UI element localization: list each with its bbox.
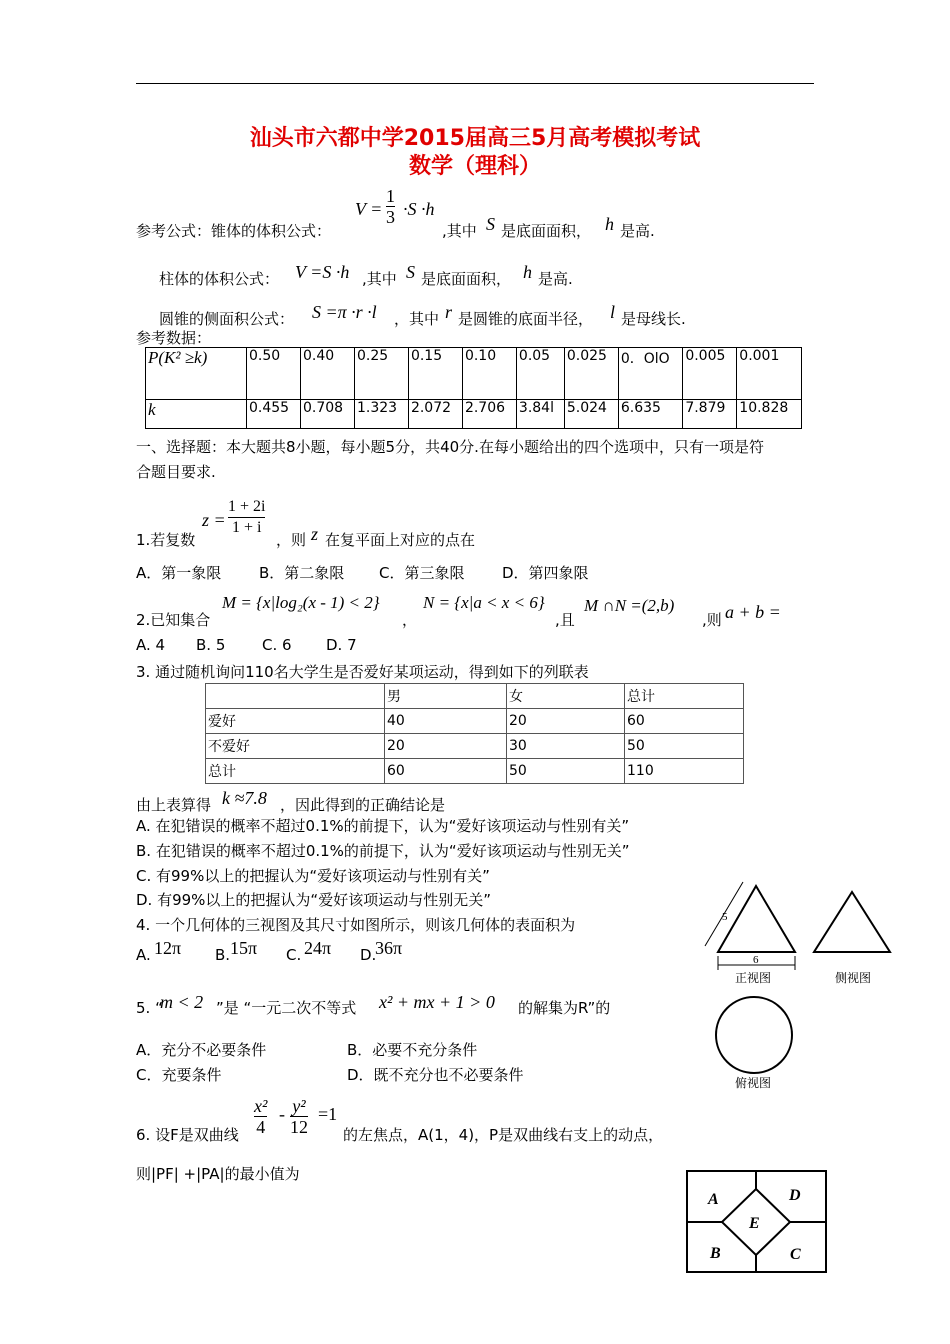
table-cell: 20: [385, 734, 507, 759]
table-cell: 0.455: [247, 400, 301, 429]
contingency-table: [205, 683, 744, 784]
q1-option-d: D．第四象限: [502, 564, 589, 582]
q1-z: z: [311, 524, 319, 544]
table-row: [206, 759, 744, 784]
q2-option-c: C. 6: [262, 636, 292, 654]
front-view-triangle: [718, 886, 795, 952]
q2-prefix: 2.已知集合: [136, 611, 211, 629]
top-view-circle: [716, 997, 792, 1073]
cone-side-note-l: l: [610, 302, 616, 322]
q2-intersection: M ∩N =(2,b): [584, 596, 675, 615]
q3-stem: 3. 通过随机询问110名大学生是否爱好某项运动，得到如下的列联表: [136, 663, 589, 681]
q1-suffix-b: 在复平面上对应的点在: [325, 531, 476, 549]
table-cell: 6.635: [618, 400, 682, 429]
ref-data-label: 参考数据：: [136, 329, 212, 347]
q3-option-c: C. 有99%以上的把握认为“爱好该项运动与性别有关”: [136, 867, 490, 885]
q3-calc-b: ，因此得到的正确结论是: [280, 796, 446, 814]
q2-option-b: B. 5: [196, 636, 226, 654]
table-cell: 7.879: [683, 400, 737, 429]
page-subtitle: 数学（理科）: [408, 154, 541, 179]
region-figure: [686, 1170, 830, 1275]
formula-ref-label: 参考公式：锥体的体积公式：: [136, 222, 332, 240]
q6-prefix: 6. 设F是双曲线: [136, 1126, 239, 1144]
q1-option-c: C．第三象限: [379, 564, 465, 582]
cone-side-note-b: 是圆锥的底面半径，: [458, 310, 594, 328]
q4-option-a-value: 12π: [154, 938, 182, 958]
cylinder-note-h: h: [523, 262, 532, 282]
cone-note-b: 是底面面积，: [501, 222, 592, 240]
q2-option-d: D. 7: [326, 636, 357, 654]
critical-value-table: [145, 347, 802, 429]
table-cell: 0.001: [737, 348, 802, 400]
q4-option-b-letter: B.: [215, 946, 231, 964]
q5-option-d: D．既不充分也不必要条件: [347, 1066, 524, 1084]
cone-note-h: h: [605, 214, 614, 234]
table-cell: 0.025: [564, 348, 618, 400]
dim-side-label: 5: [722, 911, 728, 923]
fraction-denominator: 3: [386, 207, 395, 227]
table-cell: 0.15: [408, 348, 462, 400]
region-label-c: C: [790, 1246, 801, 1263]
cylinder-formula: V =S ·h: [295, 262, 350, 282]
q2-option-a: A. 4: [136, 636, 166, 654]
q3-calc-k: k ≈7.8: [222, 788, 267, 808]
region-label-a: A: [708, 1191, 719, 1208]
fraction-numerator: 1 + 2i: [228, 497, 265, 518]
cone-note-a: ,其中: [442, 222, 477, 240]
three-views-figure: [690, 880, 910, 1095]
table-header: 女: [507, 684, 625, 709]
q6-suffix: 的左焦点，A(1，4)，P是双曲线右支上的动点，: [343, 1126, 664, 1144]
table-cell: 0.25: [354, 348, 408, 400]
cylinder-note-b: 是底面面积，: [421, 270, 512, 288]
q2-set-M: M = {x|log₂(x - 1) < 2}: [222, 593, 380, 612]
table-cell: 0.10: [462, 348, 516, 400]
q5-suffix: 的解集为R”的: [518, 999, 611, 1017]
fraction-numerator: y²: [290, 1096, 308, 1117]
q4-option-b-value: 15π: [230, 938, 258, 958]
cylinder-note-S: S: [406, 262, 415, 282]
page-title: 汕头市六都中学2015届高三5月高考模拟考试: [249, 126, 701, 151]
q5-option-c: C．充要条件: [136, 1066, 222, 1084]
table-header: [206, 684, 385, 709]
dim-base-label: 6: [753, 954, 759, 966]
q3-option-b: B. 在犯错误的概率不超过0.1%的前提下，认为“爱好该项运动与性别无关”: [136, 842, 630, 860]
q2-set-N: N = {x|a < x < 6}: [423, 593, 545, 612]
fraction-numerator: x²: [254, 1096, 268, 1116]
table-cell: 0.005: [683, 348, 737, 400]
section-heading: 一、选择题：本大题共8小题，每小题5分，共40分.在每小题给出的四个选项中，只有一项是符: [136, 438, 764, 456]
front-view-label: 正视图: [735, 971, 772, 985]
region-label-b: B: [710, 1245, 721, 1262]
table-cell: 20: [507, 709, 625, 734]
cone-side-formula: S =π ·r ·l: [312, 302, 377, 322]
q1-prefix: 1.若复数: [136, 531, 196, 549]
table-cell: 50: [507, 759, 625, 784]
table-cell: 5.024: [564, 400, 618, 429]
table-cell: 总计: [206, 759, 385, 784]
region-label-e: E: [749, 1215, 760, 1232]
q5-inequality: x² + mx + 1 > 0: [379, 992, 495, 1012]
cone-volume-fraction: [386, 186, 395, 227]
cylinder-note-a: ,其中: [362, 270, 397, 288]
q2-comma: ，: [402, 611, 418, 629]
q5-condition: m < 2: [160, 992, 204, 1012]
cone-note-c: 是高.: [620, 222, 655, 240]
q2-sum: a + b =: [725, 602, 781, 622]
q4-option-a-letter: A.: [136, 946, 151, 964]
top-view-label: 俯视图: [735, 1076, 772, 1090]
cone-side-note-c: 是母线长.: [621, 310, 686, 328]
q1-z-eq: z =: [202, 510, 226, 530]
q4-option-d-letter: D.: [360, 946, 377, 964]
q5-option-a: A．充分不必要条件: [136, 1041, 267, 1059]
table-cell: 3.84l: [516, 400, 564, 429]
table-row: [206, 734, 744, 759]
fraction-denominator: 1 + i: [232, 519, 262, 536]
side-view-label: 侧视图: [835, 971, 872, 985]
q4-stem: 4. 一个几何体的三视图及其尺寸如图所示，则该几何体的表面积为: [136, 916, 576, 934]
table-cell: 40: [385, 709, 507, 734]
q6-equals: =1: [318, 1104, 338, 1124]
fraction-numerator: 1: [386, 186, 395, 206]
table-cell: 2.706: [462, 400, 516, 429]
q6-y-fraction: [290, 1096, 308, 1137]
section-heading-cont: 合题目要求.: [136, 463, 216, 481]
table-row-head: P(K² ≥k): [146, 348, 247, 400]
cylinder-label: 柱体的体积公式：: [159, 270, 280, 288]
table-cell: 0．OlO: [618, 348, 682, 400]
q1-option-b: B．第二象限: [259, 564, 345, 582]
q1-option-a: A．第一象限: [136, 564, 222, 582]
q6-line2: 则|PF| +|PA|的最小值为: [136, 1165, 300, 1183]
table-row-head: k: [146, 400, 247, 429]
cone-volume-rest: ·S ·h: [403, 199, 435, 219]
cone-volume-V: V =: [355, 199, 383, 219]
table-cell: 50: [625, 734, 744, 759]
q3-option-d: D. 有99%以上的把握认为“爱好该项运动与性别无关”: [136, 891, 491, 909]
table-cell: 爱好: [206, 709, 385, 734]
table-header: 总计: [625, 684, 744, 709]
table-cell: 60: [625, 709, 744, 734]
q1-suffix-a: ，则: [276, 531, 307, 549]
table-cell: 0.708: [300, 400, 354, 429]
table-cell: 0.50: [247, 348, 301, 400]
table-cell: 1.323: [354, 400, 408, 429]
table-cell: 110: [625, 759, 744, 784]
table-cell: 60: [385, 759, 507, 784]
table-cell: 0.05: [516, 348, 564, 400]
q2-ze: ,则: [702, 611, 722, 629]
fraction-denominator: 4: [256, 1117, 266, 1137]
q6-minus: -: [279, 1104, 285, 1124]
cone-side-note-a: ，其中: [394, 310, 440, 328]
table-row: [206, 709, 744, 734]
table-cell: 2.072: [408, 400, 462, 429]
q4-option-c-letter: C.: [286, 946, 302, 964]
top-rule: [136, 83, 814, 84]
table-cell: 0.40: [300, 348, 354, 400]
q1-fraction: [228, 497, 265, 538]
side-view-triangle: [814, 892, 890, 952]
table-cell: 10.828: [737, 400, 802, 429]
q2-qie: ,且: [555, 611, 575, 629]
q5-mid: ”是 “一元二次不等式: [216, 999, 357, 1017]
q6-x-fraction: [254, 1096, 267, 1137]
table-cell: 30: [507, 734, 625, 759]
q4-option-d-value: 36π: [375, 938, 403, 958]
region-label-d: D: [789, 1187, 801, 1204]
q4-option-c-value: 24π: [304, 938, 332, 958]
cylinder-note-c: 是高.: [538, 270, 573, 288]
q5-prefix: 5. “: [136, 999, 163, 1017]
q3-option-a: A. 在犯错误的概率不超过0.1%的前提下，认为“爱好该项运动与性别有关”: [136, 817, 630, 835]
table-header: 男: [385, 684, 507, 709]
table-cell: 不爱好: [206, 734, 385, 759]
q3-calc-a: 由上表算得: [136, 796, 212, 814]
fraction-denominator: 12: [290, 1117, 308, 1137]
cone-side-note-r: r: [445, 302, 453, 322]
cone-side-label: 圆锥的侧面积公式：: [159, 310, 295, 328]
q5-option-b: B．必要不充分条件: [347, 1041, 478, 1059]
cone-note-S: S: [486, 214, 495, 234]
